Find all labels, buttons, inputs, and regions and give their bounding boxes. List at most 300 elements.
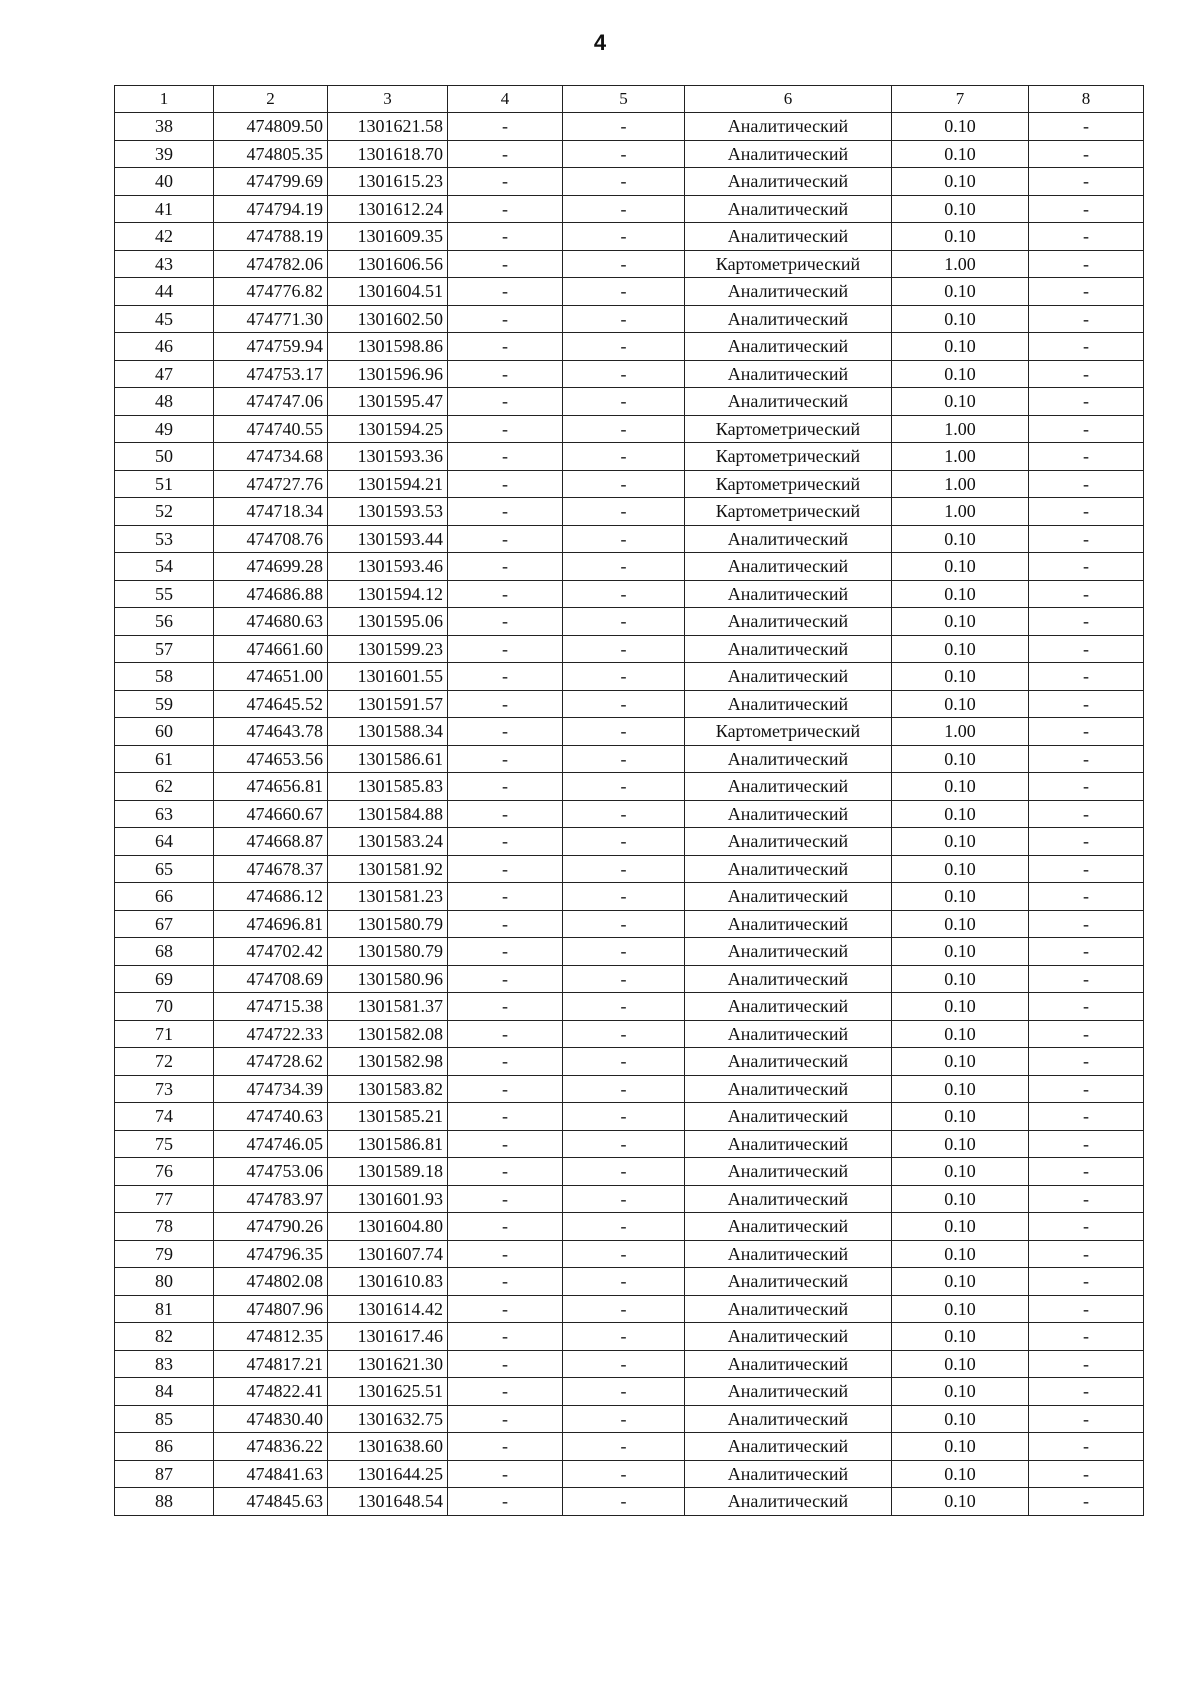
y-coordinate-cell: 1301594.12 — [328, 580, 448, 608]
x-coordinate-cell: 474653.56 — [214, 745, 328, 773]
accuracy-cell: 0.10 — [892, 1378, 1029, 1406]
table-row — [115, 1268, 1144, 1296]
column-8-cell: - — [1029, 525, 1144, 553]
method-cell: Аналитический — [685, 883, 892, 911]
column-5-cell: - — [563, 415, 685, 443]
column-4-cell: - — [448, 113, 563, 141]
method-cell: Аналитический — [685, 1158, 892, 1186]
y-coordinate-cell: 1301604.51 — [328, 278, 448, 306]
column-4-cell: - — [448, 140, 563, 168]
column-8-cell: - — [1029, 1295, 1144, 1323]
column-8-cell: - — [1029, 690, 1144, 718]
y-coordinate-cell: 1301599.23 — [328, 635, 448, 663]
column-5-cell: - — [563, 1460, 685, 1488]
column-8-cell: - — [1029, 1240, 1144, 1268]
column-5-cell: - — [563, 855, 685, 883]
column-5-cell: - — [563, 443, 685, 471]
y-coordinate-cell: 1301580.96 — [328, 965, 448, 993]
x-coordinate-cell: 474788.19 — [214, 223, 328, 251]
y-coordinate-cell: 1301581.37 — [328, 993, 448, 1021]
column-5-cell: - — [563, 1433, 685, 1461]
point-number-cell: 71 — [115, 1020, 214, 1048]
accuracy-cell: 0.10 — [892, 1433, 1029, 1461]
header-row — [115, 86, 1144, 113]
column-8-cell: - — [1029, 910, 1144, 938]
column-4-cell: - — [448, 745, 563, 773]
y-coordinate-cell: 1301585.83 — [328, 773, 448, 801]
column-8-cell: - — [1029, 278, 1144, 306]
column-5-cell: - — [563, 663, 685, 691]
point-number-cell: 56 — [115, 608, 214, 636]
column-4-cell: - — [448, 333, 563, 361]
accuracy-cell: 0.10 — [892, 1103, 1029, 1131]
table-row — [115, 415, 1144, 443]
x-coordinate-cell: 474790.26 — [214, 1213, 328, 1241]
method-cell: Аналитический — [685, 1213, 892, 1241]
column-8-cell: - — [1029, 993, 1144, 1021]
column-5-cell: - — [563, 333, 685, 361]
accuracy-cell: 0.10 — [892, 168, 1029, 196]
x-coordinate-cell: 474805.35 — [214, 140, 328, 168]
table-row — [115, 1295, 1144, 1323]
x-coordinate-cell: 474740.55 — [214, 415, 328, 443]
column-header-7: 7 — [892, 86, 1029, 113]
accuracy-cell: 0.10 — [892, 800, 1029, 828]
column-4-cell: - — [448, 553, 563, 581]
column-8-cell: - — [1029, 1323, 1144, 1351]
y-coordinate-cell: 1301588.34 — [328, 718, 448, 746]
column-4-cell: - — [448, 1350, 563, 1378]
x-coordinate-cell: 474809.50 — [214, 113, 328, 141]
column-8-cell: - — [1029, 1158, 1144, 1186]
table-row — [115, 965, 1144, 993]
table-row — [115, 195, 1144, 223]
column-4-cell: - — [448, 635, 563, 663]
y-coordinate-cell: 1301609.35 — [328, 223, 448, 251]
point-number-cell: 50 — [115, 443, 214, 471]
accuracy-cell: 0.10 — [892, 1075, 1029, 1103]
table-row — [115, 1378, 1144, 1406]
x-coordinate-cell: 474680.63 — [214, 608, 328, 636]
column-8-cell: - — [1029, 1488, 1144, 1516]
coordinates-table — [114, 85, 1144, 1516]
method-cell: Аналитический — [685, 1295, 892, 1323]
x-coordinate-cell: 474830.40 — [214, 1405, 328, 1433]
table-row — [115, 663, 1144, 691]
x-coordinate-cell: 474708.76 — [214, 525, 328, 553]
y-coordinate-cell: 1301596.96 — [328, 360, 448, 388]
table-row — [115, 773, 1144, 801]
column-4-cell: - — [448, 800, 563, 828]
table-row — [115, 1213, 1144, 1241]
x-coordinate-cell: 474678.37 — [214, 855, 328, 883]
table-row — [115, 1488, 1144, 1516]
table-row — [115, 1350, 1144, 1378]
y-coordinate-cell: 1301614.42 — [328, 1295, 448, 1323]
table-row — [115, 1103, 1144, 1131]
accuracy-cell: 0.10 — [892, 1350, 1029, 1378]
column-5-cell: - — [563, 1268, 685, 1296]
column-8-cell: - — [1029, 195, 1144, 223]
column-4-cell: - — [448, 443, 563, 471]
column-8-cell: - — [1029, 883, 1144, 911]
column-4-cell: - — [448, 1075, 563, 1103]
point-number-cell: 49 — [115, 415, 214, 443]
column-8-cell: - — [1029, 1350, 1144, 1378]
column-4-cell: - — [448, 1488, 563, 1516]
column-5-cell: - — [563, 1130, 685, 1158]
point-number-cell: 80 — [115, 1268, 214, 1296]
accuracy-cell: 0.10 — [892, 360, 1029, 388]
table-row — [115, 250, 1144, 278]
point-number-cell: 44 — [115, 278, 214, 306]
y-coordinate-cell: 1301586.81 — [328, 1130, 448, 1158]
table-row — [115, 745, 1144, 773]
table-row — [115, 1020, 1144, 1048]
point-number-cell: 75 — [115, 1130, 214, 1158]
table-row — [115, 938, 1144, 966]
column-4-cell: - — [448, 525, 563, 553]
table-row — [115, 388, 1144, 416]
x-coordinate-cell: 474668.87 — [214, 828, 328, 856]
point-number-cell: 57 — [115, 635, 214, 663]
y-coordinate-cell: 1301621.30 — [328, 1350, 448, 1378]
accuracy-cell: 1.00 — [892, 443, 1029, 471]
y-coordinate-cell: 1301648.54 — [328, 1488, 448, 1516]
column-8-cell: - — [1029, 415, 1144, 443]
table-row — [115, 910, 1144, 938]
column-8-cell: - — [1029, 1460, 1144, 1488]
point-number-cell: 47 — [115, 360, 214, 388]
column-8-cell: - — [1029, 718, 1144, 746]
column-4-cell: - — [448, 690, 563, 718]
method-cell: Аналитический — [685, 1020, 892, 1048]
column-4-cell: - — [448, 580, 563, 608]
point-number-cell: 42 — [115, 223, 214, 251]
accuracy-cell: 0.10 — [892, 663, 1029, 691]
accuracy-cell: 0.10 — [892, 113, 1029, 141]
accuracy-cell: 0.10 — [892, 1048, 1029, 1076]
y-coordinate-cell: 1301593.46 — [328, 553, 448, 581]
table-row — [115, 828, 1144, 856]
column-4-cell: - — [448, 223, 563, 251]
point-number-cell: 73 — [115, 1075, 214, 1103]
x-coordinate-cell: 474796.35 — [214, 1240, 328, 1268]
column-5-cell: - — [563, 498, 685, 526]
x-coordinate-cell: 474776.82 — [214, 278, 328, 306]
column-4-cell: - — [448, 1268, 563, 1296]
accuracy-cell: 0.10 — [892, 1240, 1029, 1268]
method-cell: Аналитический — [685, 278, 892, 306]
column-4-cell: - — [448, 1240, 563, 1268]
x-coordinate-cell: 474718.34 — [214, 498, 328, 526]
column-4-cell: - — [448, 1130, 563, 1158]
table-row — [115, 1240, 1144, 1268]
method-cell: Аналитический — [685, 938, 892, 966]
table-row — [115, 525, 1144, 553]
method-cell: Аналитический — [685, 1460, 892, 1488]
accuracy-cell: 0.10 — [892, 1185, 1029, 1213]
y-coordinate-cell: 1301589.18 — [328, 1158, 448, 1186]
column-8-cell: - — [1029, 773, 1144, 801]
column-8-cell: - — [1029, 1185, 1144, 1213]
point-number-cell: 39 — [115, 140, 214, 168]
table-row — [115, 443, 1144, 471]
column-8-cell: - — [1029, 828, 1144, 856]
column-5-cell: - — [563, 883, 685, 911]
method-cell: Аналитический — [685, 525, 892, 553]
x-coordinate-cell: 474656.81 — [214, 773, 328, 801]
column-5-cell: - — [563, 580, 685, 608]
accuracy-cell: 0.10 — [892, 855, 1029, 883]
y-coordinate-cell: 1301580.79 — [328, 938, 448, 966]
point-number-cell: 38 — [115, 113, 214, 141]
method-cell: Аналитический — [685, 1185, 892, 1213]
accuracy-cell: 0.10 — [892, 965, 1029, 993]
table-row — [115, 1048, 1144, 1076]
x-coordinate-cell: 474686.88 — [214, 580, 328, 608]
x-coordinate-cell: 474812.35 — [214, 1323, 328, 1351]
y-coordinate-cell: 1301598.86 — [328, 333, 448, 361]
method-cell: Аналитический — [685, 663, 892, 691]
method-cell: Аналитический — [685, 855, 892, 883]
y-coordinate-cell: 1301610.83 — [328, 1268, 448, 1296]
column-4-cell: - — [448, 278, 563, 306]
accuracy-cell: 1.00 — [892, 470, 1029, 498]
method-cell: Аналитический — [685, 360, 892, 388]
y-coordinate-cell: 1301586.61 — [328, 745, 448, 773]
point-number-cell: 63 — [115, 800, 214, 828]
column-8-cell: - — [1029, 140, 1144, 168]
table-row — [115, 1460, 1144, 1488]
column-8-cell: - — [1029, 498, 1144, 526]
x-coordinate-cell: 474727.76 — [214, 470, 328, 498]
method-cell: Аналитический — [685, 333, 892, 361]
column-8-cell: - — [1029, 168, 1144, 196]
method-cell: Аналитический — [685, 223, 892, 251]
y-coordinate-cell: 1301607.74 — [328, 1240, 448, 1268]
table-row — [115, 360, 1144, 388]
column-4-cell: - — [448, 1158, 563, 1186]
column-5-cell: - — [563, 690, 685, 718]
x-coordinate-cell: 474783.97 — [214, 1185, 328, 1213]
accuracy-cell: 0.10 — [892, 1405, 1029, 1433]
accuracy-cell: 0.10 — [892, 525, 1029, 553]
method-cell: Картометрический — [685, 415, 892, 443]
column-5-cell: - — [563, 1240, 685, 1268]
y-coordinate-cell: 1301618.70 — [328, 140, 448, 168]
column-4-cell: - — [448, 168, 563, 196]
point-number-cell: 86 — [115, 1433, 214, 1461]
column-4-cell: - — [448, 195, 563, 223]
point-number-cell: 55 — [115, 580, 214, 608]
method-cell: Аналитический — [685, 1488, 892, 1516]
column-5-cell: - — [563, 745, 685, 773]
column-8-cell: - — [1029, 1268, 1144, 1296]
column-header-5: 5 — [563, 86, 685, 113]
method-cell: Аналитический — [685, 1103, 892, 1131]
point-number-cell: 54 — [115, 553, 214, 581]
accuracy-cell: 0.10 — [892, 938, 1029, 966]
accuracy-cell: 0.10 — [892, 883, 1029, 911]
table-row — [115, 1405, 1144, 1433]
method-cell: Аналитический — [685, 1350, 892, 1378]
method-cell: Картометрический — [685, 250, 892, 278]
column-4-cell: - — [448, 1103, 563, 1131]
column-8-cell: - — [1029, 470, 1144, 498]
x-coordinate-cell: 474759.94 — [214, 333, 328, 361]
method-cell: Аналитический — [685, 195, 892, 223]
point-number-cell: 59 — [115, 690, 214, 718]
x-coordinate-cell: 474802.08 — [214, 1268, 328, 1296]
column-4-cell: - — [448, 1048, 563, 1076]
point-number-cell: 48 — [115, 388, 214, 416]
table-row — [115, 1075, 1144, 1103]
accuracy-cell: 0.10 — [892, 993, 1029, 1021]
y-coordinate-cell: 1301615.23 — [328, 168, 448, 196]
x-coordinate-cell: 474753.17 — [214, 360, 328, 388]
column-5-cell: - — [563, 1185, 685, 1213]
column-8-cell: - — [1029, 223, 1144, 251]
column-8-cell: - — [1029, 1048, 1144, 1076]
accuracy-cell: 0.10 — [892, 580, 1029, 608]
point-number-cell: 62 — [115, 773, 214, 801]
column-4-cell: - — [448, 1323, 563, 1351]
table-row — [115, 470, 1144, 498]
column-4-cell: - — [448, 415, 563, 443]
column-5-cell: - — [563, 250, 685, 278]
x-coordinate-cell: 474782.06 — [214, 250, 328, 278]
column-5-cell: - — [563, 800, 685, 828]
table-row — [115, 1158, 1144, 1186]
y-coordinate-cell: 1301644.25 — [328, 1460, 448, 1488]
column-8-cell: - — [1029, 1075, 1144, 1103]
table-row — [115, 1433, 1144, 1461]
x-coordinate-cell: 474841.63 — [214, 1460, 328, 1488]
y-coordinate-cell: 1301594.21 — [328, 470, 448, 498]
method-cell: Аналитический — [685, 113, 892, 141]
accuracy-cell: 0.10 — [892, 910, 1029, 938]
column-5-cell: - — [563, 195, 685, 223]
x-coordinate-cell: 474661.60 — [214, 635, 328, 663]
method-cell: Аналитический — [685, 965, 892, 993]
column-4-cell: - — [448, 1185, 563, 1213]
column-header-3: 3 — [328, 86, 448, 113]
method-cell: Аналитический — [685, 1075, 892, 1103]
column-4-cell: - — [448, 855, 563, 883]
y-coordinate-cell: 1301595.06 — [328, 608, 448, 636]
y-coordinate-cell: 1301601.93 — [328, 1185, 448, 1213]
y-coordinate-cell: 1301583.24 — [328, 828, 448, 856]
accuracy-cell: 0.10 — [892, 1268, 1029, 1296]
method-cell: Аналитический — [685, 993, 892, 1021]
column-4-cell: - — [448, 993, 563, 1021]
point-number-cell: 69 — [115, 965, 214, 993]
column-8-cell: - — [1029, 305, 1144, 333]
accuracy-cell: 1.00 — [892, 250, 1029, 278]
column-4-cell: - — [448, 718, 563, 746]
point-number-cell: 60 — [115, 718, 214, 746]
column-8-cell: - — [1029, 333, 1144, 361]
method-cell: Аналитический — [685, 635, 892, 663]
column-header-1: 1 — [115, 86, 214, 113]
x-coordinate-cell: 474836.22 — [214, 1433, 328, 1461]
point-number-cell: 46 — [115, 333, 214, 361]
method-cell: Аналитический — [685, 1405, 892, 1433]
column-5-cell: - — [563, 1213, 685, 1241]
point-number-cell: 43 — [115, 250, 214, 278]
table-row — [115, 800, 1144, 828]
method-cell: Картометрический — [685, 443, 892, 471]
method-cell: Аналитический — [685, 1268, 892, 1296]
accuracy-cell: 0.10 — [892, 333, 1029, 361]
accuracy-cell: 0.10 — [892, 388, 1029, 416]
method-cell: Аналитический — [685, 1323, 892, 1351]
column-4-cell: - — [448, 828, 563, 856]
accuracy-cell: 0.10 — [892, 1158, 1029, 1186]
column-4-cell: - — [448, 608, 563, 636]
accuracy-cell: 0.10 — [892, 1460, 1029, 1488]
point-number-cell: 76 — [115, 1158, 214, 1186]
method-cell: Аналитический — [685, 773, 892, 801]
x-coordinate-cell: 474686.12 — [214, 883, 328, 911]
column-5-cell: - — [563, 1075, 685, 1103]
point-number-cell: 66 — [115, 883, 214, 911]
y-coordinate-cell: 1301593.44 — [328, 525, 448, 553]
column-5-cell: - — [563, 1488, 685, 1516]
column-8-cell: - — [1029, 113, 1144, 141]
y-coordinate-cell: 1301638.60 — [328, 1433, 448, 1461]
point-number-cell: 85 — [115, 1405, 214, 1433]
y-coordinate-cell: 1301617.46 — [328, 1323, 448, 1351]
table-body — [115, 113, 1144, 1516]
column-5-cell: - — [563, 305, 685, 333]
column-5-cell: - — [563, 1158, 685, 1186]
column-8-cell: - — [1029, 1103, 1144, 1131]
method-cell: Аналитический — [685, 828, 892, 856]
point-number-cell: 83 — [115, 1350, 214, 1378]
table-row — [115, 993, 1144, 1021]
method-cell: Аналитический — [685, 745, 892, 773]
point-number-cell: 72 — [115, 1048, 214, 1076]
column-5-cell: - — [563, 718, 685, 746]
x-coordinate-cell: 474740.63 — [214, 1103, 328, 1131]
x-coordinate-cell: 474728.62 — [214, 1048, 328, 1076]
column-8-cell: - — [1029, 663, 1144, 691]
column-8-cell: - — [1029, 1378, 1144, 1406]
point-number-cell: 51 — [115, 470, 214, 498]
y-coordinate-cell: 1301581.92 — [328, 855, 448, 883]
method-cell: Аналитический — [685, 690, 892, 718]
column-4-cell: - — [448, 1295, 563, 1323]
column-5-cell: - — [563, 1020, 685, 1048]
column-4-cell: - — [448, 1405, 563, 1433]
point-number-cell: 61 — [115, 745, 214, 773]
method-cell: Аналитический — [685, 800, 892, 828]
column-4-cell: - — [448, 773, 563, 801]
column-5-cell: - — [563, 278, 685, 306]
accuracy-cell: 0.10 — [892, 305, 1029, 333]
column-5-cell: - — [563, 1103, 685, 1131]
column-8-cell: - — [1029, 443, 1144, 471]
x-coordinate-cell: 474699.28 — [214, 553, 328, 581]
column-5-cell: - — [563, 608, 685, 636]
method-cell: Аналитический — [685, 608, 892, 636]
method-cell: Картометрический — [685, 470, 892, 498]
point-number-cell: 79 — [115, 1240, 214, 1268]
column-5-cell: - — [563, 910, 685, 938]
page-number: 4 — [593, 30, 607, 55]
